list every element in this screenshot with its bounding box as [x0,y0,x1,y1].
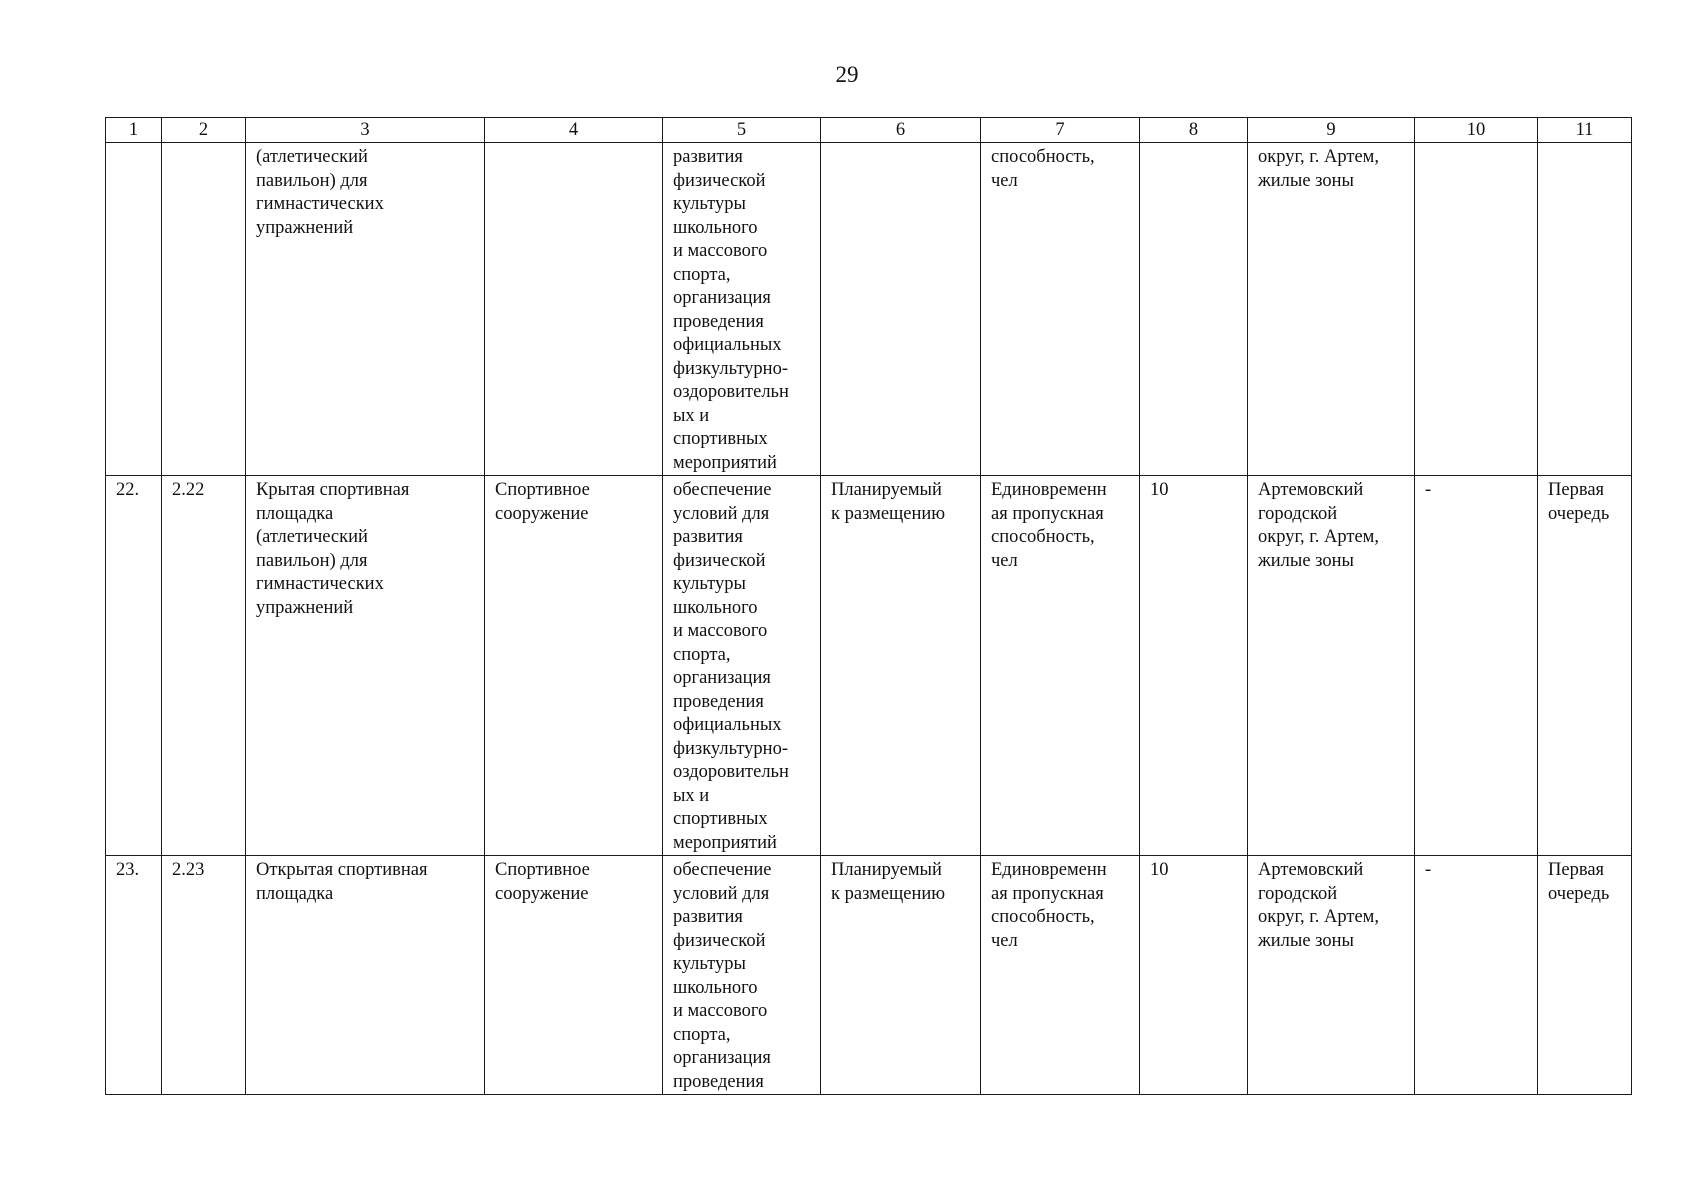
cell-number: 22. [106,476,162,856]
cell-queue: Первая очередь [1538,476,1632,856]
cell-purpose: развития физической культуры школьного и массового спорта, организация проведения официальных физкультурно- оздоровительн ых и спортивных мероприятий [663,143,821,476]
cell-type: Спортивное сооружение [485,856,663,1095]
cell-number [106,143,162,476]
cell-status [821,143,981,476]
cell-type: Спортивное сооружение [485,476,663,856]
cell-code: 2.22 [162,476,246,856]
cell-value: 10 [1140,856,1248,1095]
cell-number: 23. [106,856,162,1095]
cell-characteristic: способность, чел [981,143,1140,476]
cell-code [162,143,246,476]
column-number: 2 [162,118,246,143]
cell-queue: Первая очередь [1538,856,1632,1095]
column-number: 11 [1538,118,1632,143]
cell-purpose: обеспечение условий для развития физической культуры школьного и массового спорта, организация проведения [663,856,821,1095]
cell-value: 10 [1140,476,1248,856]
table-row [106,856,1632,1095]
cell-name: (атлетический павильон) для гимнастических упражнений [246,143,485,476]
page-number: 29 [835,62,859,87]
cell-status: Планируемый к размещению [821,476,981,856]
column-number: 9 [1248,118,1415,143]
cell-name: Крытая спортивная площадка (атлетический павильон) для гимнастических упражнений [246,476,485,856]
cell-characteristic: Единовременн ая пропускная способность, чел [981,856,1140,1095]
column-number: 10 [1415,118,1538,143]
cell-characteristic: Единовременн ая пропускная способность, чел [981,476,1140,856]
column-number: 5 [663,118,821,143]
column-number-row [106,118,1632,143]
cell-col10: - [1415,476,1538,856]
column-number: 7 [981,118,1140,143]
cell-location: округ, г. Артем, жилые зоны [1248,143,1415,476]
column-number: 8 [1140,118,1248,143]
table-row-continuation [106,143,1632,476]
cell-status: Планируемый к размещению [821,856,981,1095]
column-number: 3 [246,118,485,143]
column-number: 4 [485,118,663,143]
column-number: 6 [821,118,981,143]
objects-table [105,117,1632,1095]
cell-type [485,143,663,476]
cell-location: Артемовский городской округ, г. Артем, жилые зоны [1248,856,1415,1095]
table-row [106,476,1632,856]
column-number: 1 [106,118,162,143]
cell-purpose: обеспечение условий для развития физической культуры школьного и массового спорта, организация проведения официальных физкультурно- оздоровительн ых и спортивных мероприятий [663,476,821,856]
cell-queue [1538,143,1632,476]
cell-col10: - [1415,856,1538,1095]
cell-value [1140,143,1248,476]
cell-name: Открытая спортивная площадка [246,856,485,1095]
cell-location: Артемовский городской округ, г. Артем, жилые зоны [1248,476,1415,856]
cell-code: 2.23 [162,856,246,1095]
cell-col10 [1415,143,1538,476]
